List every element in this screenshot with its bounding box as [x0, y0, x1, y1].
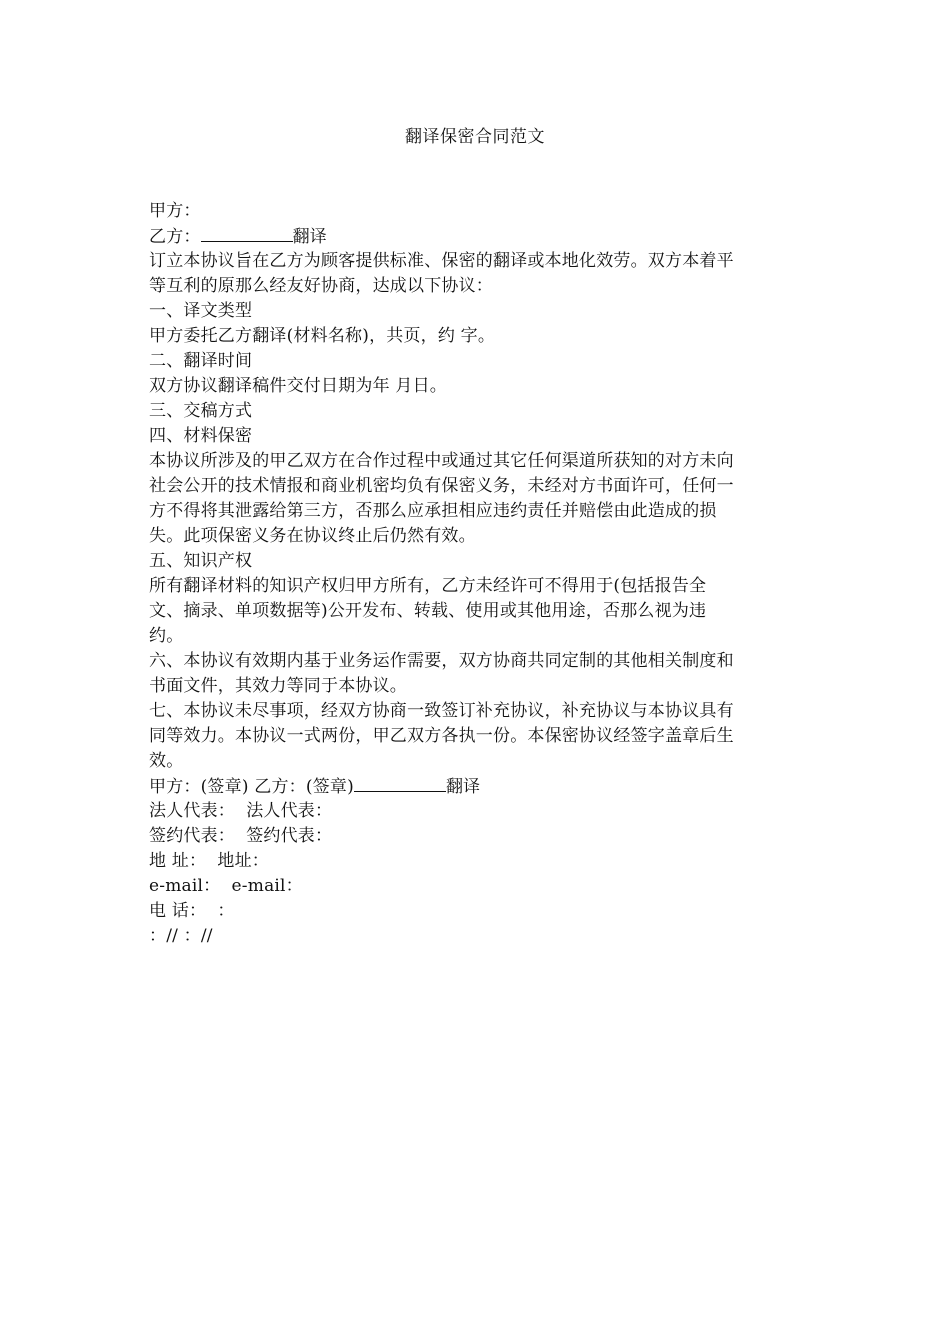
paragraph-line: 甲方委托乙方翻译(材料名称)，共页，约 字。: [149, 326, 496, 346]
party-b-suffix: 翻译: [292, 227, 328, 247]
document-title: 翻译保密合同范文: [405, 127, 545, 147]
section-heading: 五、知识产权: [149, 551, 253, 571]
section-heading: 四、材料保密: [149, 426, 253, 446]
signing-rep-line: 签约代表： 签约代表：: [149, 826, 333, 846]
paragraph-line: 同等效力。本协议一式两份，甲乙双方各执一份。本保密协议经签字盖章后生: [149, 726, 734, 746]
paragraph-line: 文、摘录、单项数据等)公开发布、转载、使用或其他用途，否那么视为违: [149, 601, 707, 621]
paragraph-line: 所有翻译材料的知识产权归甲方所有，乙方未经许可不得用于(包括报告全: [149, 576, 707, 596]
section-heading: 二、翻译时间: [149, 351, 253, 371]
document-body: [149, 199, 805, 949]
party-b-line: [149, 224, 805, 249]
legal-rep-line: 法人代表： 法人代表：: [149, 801, 333, 821]
party-b-label: 乙方：: [149, 227, 201, 247]
signature-blank: [201, 224, 293, 242]
email-line: e-mail： e-mail：: [149, 876, 303, 896]
paragraph-line: 双方协议翻译稿件交付日期为年 月日。: [149, 376, 448, 396]
web-line: ：// ：//: [149, 926, 213, 946]
signature-line: [149, 774, 805, 799]
signature-blank: [354, 774, 446, 792]
party-a-line: 甲方：: [149, 201, 201, 221]
paragraph-line: 等互利的原那么经友好协商，达成以下协议：: [149, 276, 493, 296]
paragraph-line: 约。: [149, 626, 184, 646]
phone-line: 电 话： ：: [149, 901, 235, 921]
paragraph-line: 方不得将其泄露给第三方，否那么应承担相应违约责任并赔偿由此造成的损: [149, 501, 717, 521]
address-line: 地 址： 地址：: [149, 851, 270, 871]
paragraph-line: 社会公开的技术情报和商业机密均负有保密义务，未经对方书面许可，任何一: [149, 476, 734, 496]
paragraph-line: 书面文件，其效力等同于本协议。: [149, 676, 407, 696]
paragraph-line: 效。: [149, 751, 184, 771]
paragraph-line: 本协议所涉及的甲乙双方在合作过程中或通过其它任何渠道所获知的对方未向: [149, 451, 734, 471]
paragraph-line: 七、本协议未尽事项，经双方协商一致签订补充协议，补充协议与本协议具有: [149, 701, 734, 721]
signature-label: 甲方：(签章) 乙方：(签章): [149, 777, 354, 797]
section-heading: 一、译文类型: [149, 301, 253, 321]
section-heading: 三、交稿方式: [149, 401, 253, 421]
paragraph-line: 订立本协议旨在乙方为顾客提供标准、保密的翻译或本地化效劳。双方本着平: [149, 251, 734, 271]
signature-suffix: 翻译: [445, 777, 481, 797]
paragraph-line: 六、本协议有效期内基于业务运作需要，双方协商共同定制的其他相关制度和: [149, 651, 734, 671]
paragraph-line: 失。此项保密义务在协议终止后仍然有效。: [149, 526, 476, 546]
